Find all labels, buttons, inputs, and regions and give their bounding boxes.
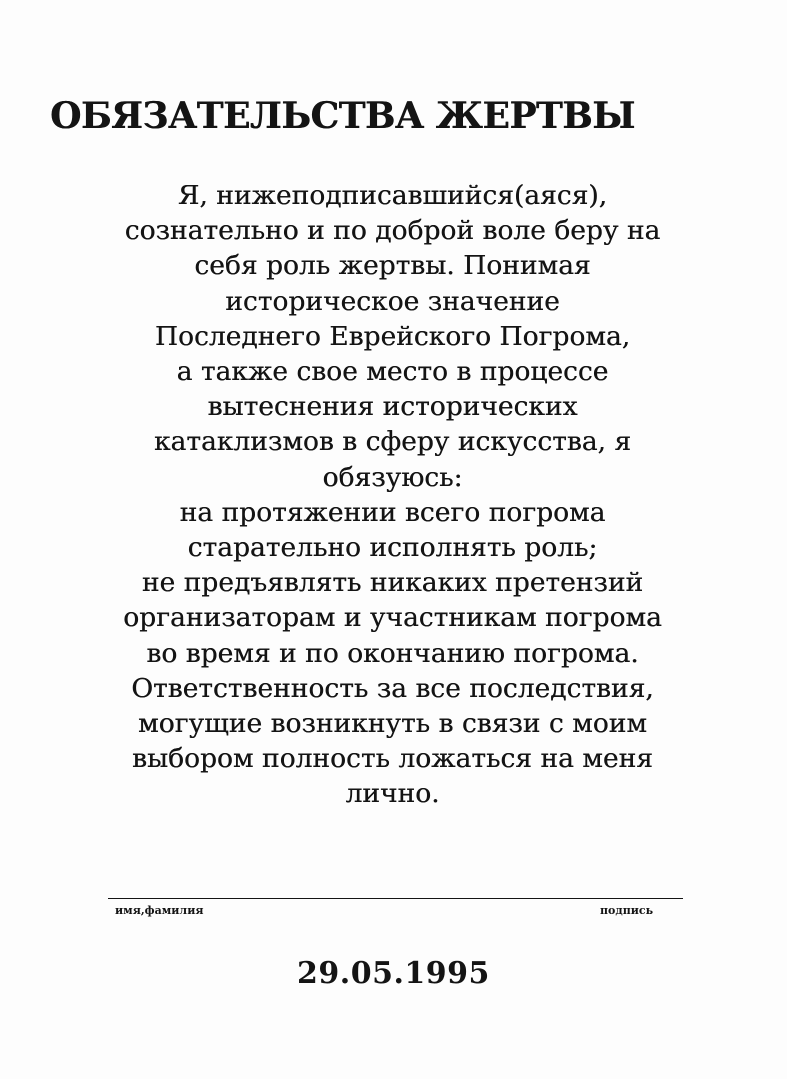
pledge-line: во время и по окончанию погрома. xyxy=(146,637,639,669)
pledge-line: вытеснения исторических xyxy=(207,391,578,423)
pledge-line: старательно исполнять роль; xyxy=(187,532,598,564)
pledge-line: а также свое место в процессе xyxy=(176,356,609,388)
signature-line xyxy=(108,898,683,899)
pledge-line: себя роль жертвы. Понимая xyxy=(194,250,591,282)
pledge-line: Ответственность за все последствия, xyxy=(131,672,654,704)
pledge-line: Я, нижеподписавшийся(аяся), xyxy=(177,180,608,211)
pledge-line: организаторам и участникам погрома xyxy=(123,602,662,634)
document-title: ОБЯЗАТЕЛЬСТВА ЖЕРТВЫ xyxy=(50,95,635,137)
name-label: имя,фамилия xyxy=(115,904,204,917)
pledge-line: катаклизмов в сферу искусства, я xyxy=(153,426,632,458)
pledge-line: лично. xyxy=(345,778,440,810)
document-date: 29.05.1995 xyxy=(297,956,490,991)
pledge-line: историческое значение xyxy=(225,285,560,317)
pledge-line: на протяжении всего погрома xyxy=(179,496,606,528)
pledge-text xyxy=(40,178,745,812)
pledge-line: обязуюсь: xyxy=(322,461,463,493)
pledge-line: могущие возникнуть в связи с моим xyxy=(138,708,647,740)
signature-label: подпись xyxy=(600,904,654,917)
pledge-line: не предъявлять никаких претензий xyxy=(141,567,644,599)
pledge-line: выбором полность ложаться на меня xyxy=(132,743,653,775)
pledge-line: сознательно и по доброй воле беру на xyxy=(124,215,661,247)
pledge-line: Последнего Еврейского Погрома, xyxy=(154,320,631,352)
